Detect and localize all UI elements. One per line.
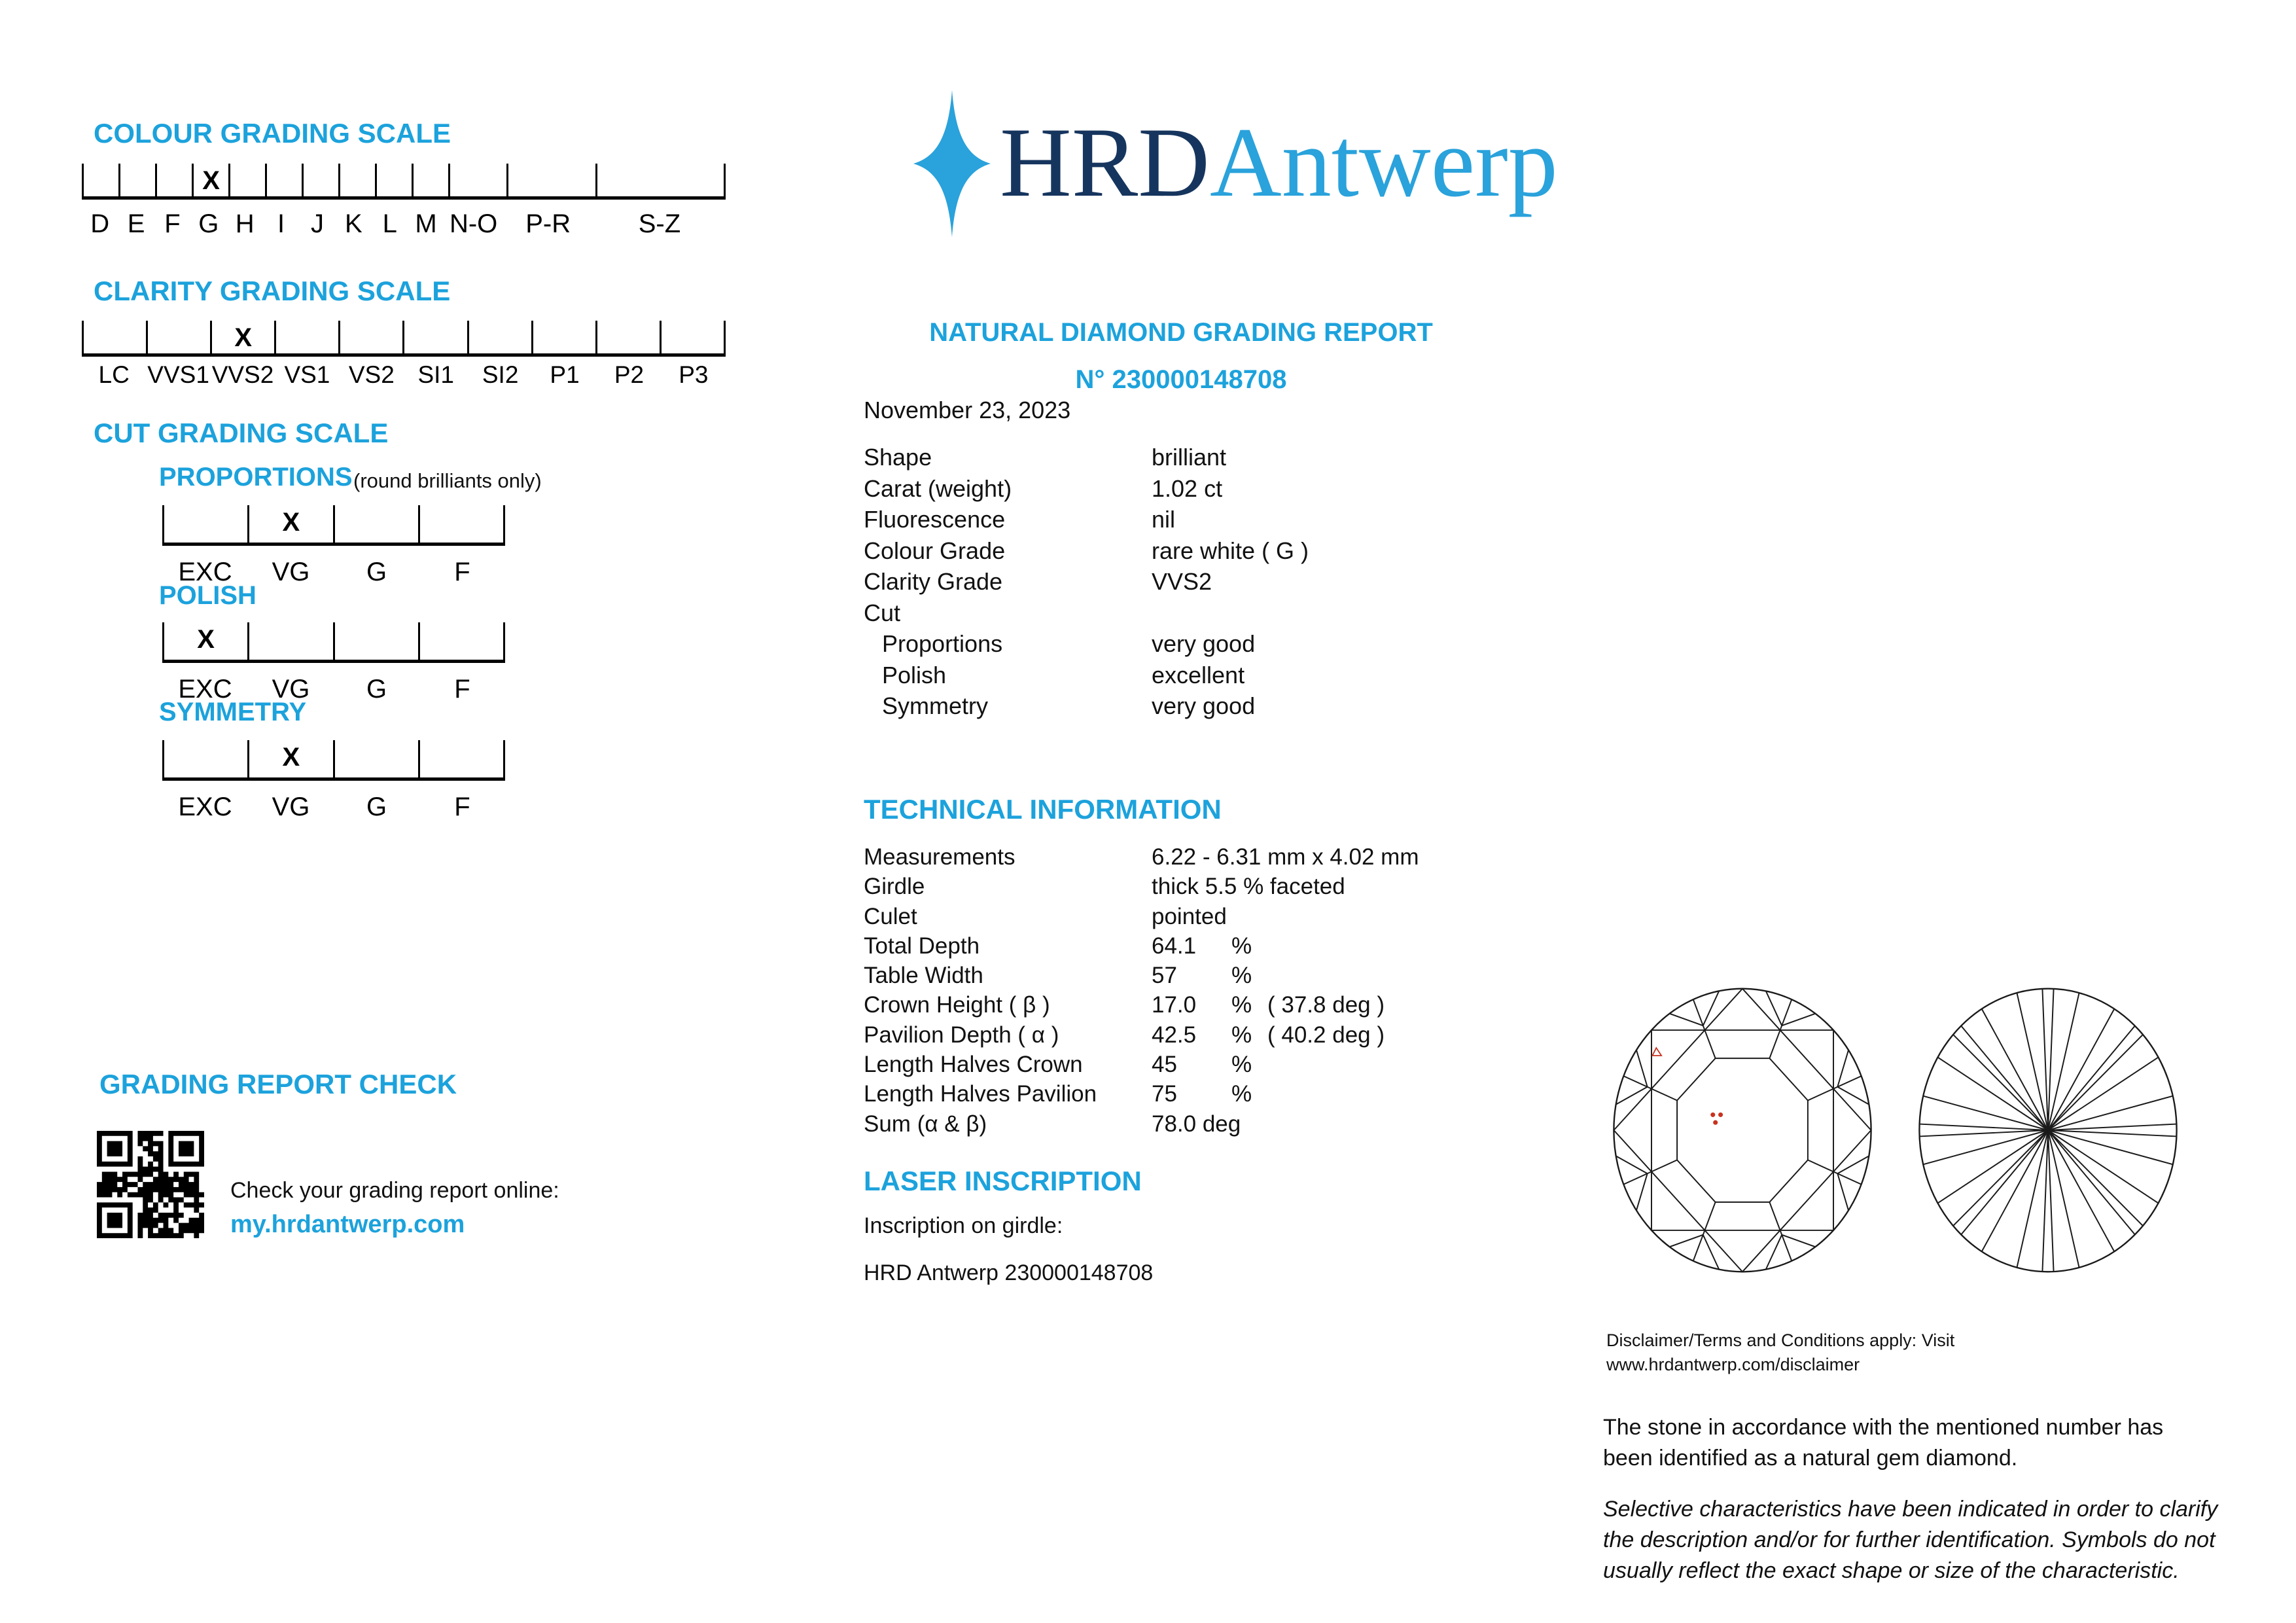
cut-scale-title: CUT GRADING SCALE (94, 418, 389, 448)
clarity-label: SI2 (482, 361, 519, 388)
report-number: N° 230000148708 (1075, 365, 1287, 394)
clarity-label: P3 (679, 361, 709, 388)
clarity-label: P1 (550, 361, 580, 388)
disclaimer-line1: Disclaimer/Terms and Conditions apply: Visit (1606, 1330, 1955, 1350)
colour-label: G (198, 209, 219, 238)
row-label: Length Halves Pavilion (864, 1081, 1097, 1107)
diamond-crown-view-diagram (1600, 978, 1884, 1282)
clarity-cell-si1 (402, 321, 467, 353)
row-value: 57 (1152, 963, 1177, 989)
polish-cell-f (418, 622, 505, 660)
row-label: Crown Height ( β ) (864, 992, 1050, 1018)
row-value: 17.0 (1152, 992, 1197, 1018)
colour-scale-ruler (82, 164, 726, 200)
symmetry-title: SYMMETRY (159, 698, 307, 726)
row-label: Proportions (882, 630, 1003, 657)
row-label: Total Depth (864, 933, 980, 959)
report-title: NATURAL DIAMOND GRADING REPORT (929, 318, 1433, 347)
colour-cell-l (375, 164, 412, 196)
row-percent: % (1231, 963, 1252, 989)
summary-row (864, 506, 1518, 537)
colour-cell-h (228, 164, 265, 196)
row-value: 45 (1152, 1052, 1177, 1078)
row-label: Cut (864, 599, 901, 626)
polish-label: G (366, 675, 387, 704)
disclaimer-url[interactable]: www.hrdantwerp.com/disclaimer (1606, 1355, 1860, 1374)
row-label: Length Halves Crown (864, 1052, 1083, 1078)
summary-row (864, 630, 1518, 662)
row-label: Symmetry (882, 692, 988, 719)
summary-row (864, 444, 1518, 475)
row-label: Clarity Grade (864, 568, 1003, 595)
colour-label: K (344, 209, 362, 238)
clarity-grade-mark: X (234, 323, 253, 352)
clarity-label: VVS1 (147, 361, 209, 388)
clarity-scale-labels (82, 361, 726, 389)
proportions-label: G (366, 558, 387, 586)
colour-label: I (277, 209, 285, 238)
clarity-label: VVS2 (211, 361, 274, 388)
row-value: excellent (1152, 661, 1245, 688)
clarity-scale-title: CLARITY GRADING SCALE (94, 276, 451, 306)
summary-row (864, 662, 1518, 693)
proportions-cell-f (418, 505, 505, 543)
symmetry-cell-vg (247, 740, 332, 777)
report-date: November 23, 2023 (864, 397, 1071, 423)
row-value: 78.0 deg (1152, 1111, 1241, 1137)
qr-code-icon (97, 1131, 204, 1238)
report-check-url-link[interactable]: my.hrdantwerp.com (230, 1211, 465, 1238)
tech-row (864, 874, 1583, 903)
proportions-note: (round brilliants only) (353, 469, 542, 492)
proportions-ruler (162, 505, 505, 546)
row-value: very good (1152, 630, 1256, 657)
row-percent: % (1231, 1052, 1252, 1078)
polish-label: F (454, 675, 470, 704)
symmetry-cell-f (418, 740, 505, 777)
clarity-label: VS2 (348, 361, 395, 388)
row-percent: % (1231, 1022, 1252, 1048)
row-label: Measurements (864, 844, 1016, 870)
clarity-cell-vs1 (274, 321, 338, 353)
summary-table (864, 444, 1518, 724)
symmetry-cell-g (333, 740, 418, 777)
symmetry-labels (162, 793, 505, 822)
row-value: pointed (1152, 903, 1227, 929)
row-value: thick 5.5 % faceted (1152, 874, 1345, 900)
tech-row (864, 1052, 1583, 1081)
proportions-label: VG (272, 558, 310, 586)
proportions-cell-g (333, 505, 418, 543)
row-value: very good (1152, 692, 1256, 719)
tech-row (864, 1081, 1583, 1111)
row-value: VVS2 (1152, 568, 1212, 595)
tech-row (864, 1022, 1583, 1052)
colour-label: H (235, 209, 255, 238)
row-percent: % (1231, 1081, 1252, 1107)
tech-row (864, 1111, 1583, 1141)
clarity-cell-p3 (660, 321, 726, 353)
colour-label: M (415, 209, 437, 238)
row-value: 75 (1152, 1081, 1177, 1107)
laser-line: Inscription on girdle: (864, 1213, 1063, 1238)
polish-title: POLISH (159, 581, 256, 610)
tech-row (864, 933, 1583, 963)
clarity-cell-vs2 (338, 321, 402, 353)
diamond-pavilion-view-diagram (1906, 978, 2190, 1282)
report-check-title: GRADING REPORT CHECK (99, 1069, 457, 1099)
clarity-cell-si2 (467, 321, 531, 353)
tech-row (864, 904, 1583, 933)
tech-row (864, 844, 1583, 874)
row-value: 64.1 (1152, 933, 1197, 959)
clarity-cell-vvs2 (210, 321, 274, 353)
proportions-cell-exc (162, 505, 247, 543)
colour-cell-j (302, 164, 338, 196)
colour-cell-k (338, 164, 375, 196)
row-value: 1.02 ct (1152, 474, 1223, 502)
colour-cell-e (118, 164, 155, 196)
clarity-label: VS1 (284, 361, 330, 388)
symmetry-label: EXC (178, 793, 232, 821)
summary-row (864, 599, 1518, 631)
symmetry-cell-exc (162, 740, 247, 777)
row-value: nil (1152, 506, 1176, 533)
logo-wordmark (1000, 107, 1558, 217)
row-label: Colour Grade (864, 537, 1006, 564)
colour-label: E (127, 209, 145, 238)
technical-table (864, 844, 1583, 1141)
colour-label: L (382, 209, 397, 238)
row-value: brilliant (1152, 444, 1227, 471)
colour-cell-i (265, 164, 302, 196)
colour-cell-g (192, 164, 228, 196)
colour-cell-m (412, 164, 448, 196)
proportions-label: F (454, 558, 470, 586)
row-label: Girdle (864, 874, 925, 900)
polish-cell-g (333, 622, 418, 660)
row-label: Pavilion Depth ( α ) (864, 1022, 1059, 1048)
summary-row (864, 692, 1518, 724)
technical-title: TECHNICAL INFORMATION (864, 794, 1222, 825)
clarity-cell-p2 (595, 321, 660, 353)
clarity-label: LC (98, 361, 130, 388)
polish-cell-exc (162, 622, 247, 660)
symmetry-label: G (366, 793, 387, 821)
colour-cell-no (448, 164, 506, 196)
row-degrees: ( 40.2 deg ) (1267, 1022, 1385, 1048)
colour-label: S-Z (638, 209, 681, 238)
summary-row (864, 568, 1518, 599)
logo-hrd: HRD (1000, 107, 1210, 217)
symmetry-label: F (454, 793, 470, 821)
row-value: 6.22 - 6.31 mm x 4.02 mm (1152, 844, 1419, 870)
clarity-scale-ruler (82, 321, 726, 357)
clarity-cell-lc (82, 321, 146, 353)
clarity-cell-p1 (531, 321, 595, 353)
row-percent: % (1231, 933, 1252, 959)
polish-label: VG (272, 675, 310, 704)
row-label: Culet (864, 903, 917, 929)
symmetry-label: VG (272, 793, 310, 821)
colour-grade-mark: X (202, 166, 220, 195)
characteristics-paragraph: Selective characteristics have been indicated in order to clarify the description and/or for further identification. Symbols do not usually reflect the exact shape or size of the characteristic. (1603, 1497, 2218, 1583)
colour-label: F (164, 209, 181, 238)
colour-cell-sz (595, 164, 726, 196)
colour-label: J (310, 209, 324, 238)
polish-mark: X (197, 625, 215, 654)
symmetry-mark: X (282, 743, 300, 772)
row-label: Table Width (864, 963, 983, 989)
colour-scale-labels (82, 209, 726, 239)
summary-row (864, 475, 1518, 507)
proportions-mark: X (282, 508, 300, 537)
row-percent: % (1231, 992, 1252, 1018)
polish-cell-vg (247, 622, 332, 660)
colour-cell-pr (506, 164, 595, 196)
row-label: Carat (weight) (864, 474, 1012, 502)
logo-antwerp: Antwerp (1209, 107, 1558, 217)
clarity-cell-vvs1 (146, 321, 210, 353)
laser-title: LASER INSCRIPTION (864, 1166, 1142, 1196)
colour-label: D (90, 209, 110, 238)
proportions-title: PROPORTIONS (159, 463, 353, 491)
clarity-label: SI1 (417, 361, 454, 388)
tech-row (864, 992, 1583, 1022)
report-check-line: Check your grading report online: (230, 1178, 559, 1203)
proportions-label: EXC (178, 558, 232, 586)
laser-value: HRD Antwerp 230000148708 (864, 1260, 1154, 1285)
summary-row (864, 537, 1518, 569)
tech-row (864, 963, 1583, 992)
clarity-label: P2 (614, 361, 645, 388)
symmetry-ruler (162, 740, 505, 781)
row-label: Fluorescence (864, 506, 1006, 533)
proportions-cell-vg (247, 505, 332, 543)
colour-label: N-O (449, 209, 498, 238)
row-value: 42.5 (1152, 1022, 1197, 1048)
hrd-star-icon (911, 86, 993, 241)
row-label: Sum (α & β) (864, 1111, 987, 1137)
row-label: Shape (864, 444, 932, 471)
colour-cell-f (155, 164, 192, 196)
row-degrees: ( 37.8 deg ) (1267, 992, 1385, 1018)
colour-scale-title: COLOUR GRADING SCALE (94, 118, 451, 149)
polish-label: EXC (178, 675, 232, 704)
polish-ruler (162, 622, 505, 663)
row-label: Polish (882, 661, 947, 688)
row-value: rare white ( G ) (1152, 537, 1309, 564)
colour-label: P-R (525, 209, 571, 238)
colour-cell-d (82, 164, 118, 196)
identification-paragraph: The stone in accordance with the mentioned number has been identified as a natural gem diamond. (1603, 1415, 2164, 1471)
